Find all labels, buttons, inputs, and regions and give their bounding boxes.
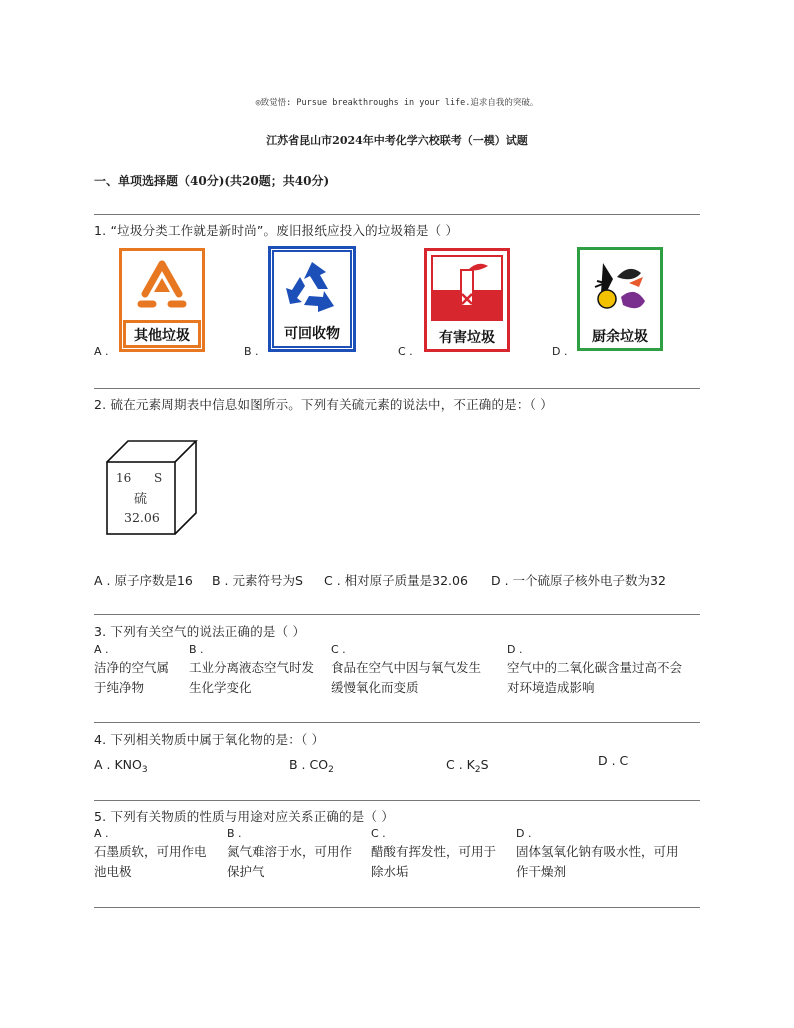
q4-option-c[interactable] [446, 757, 489, 775]
option-text-line: 于纯净物 [94, 680, 145, 695]
q1-option-a-label: 其他垃圾 [134, 328, 190, 344]
divider [94, 214, 700, 215]
divider [94, 800, 700, 801]
option-text: A . KNO [94, 757, 142, 772]
q1-option-d-letter: D . [552, 345, 568, 358]
q5-option-a[interactable] [94, 826, 229, 882]
option-letter: D . [516, 827, 532, 840]
option-text-line: 洁净的空气属 [94, 660, 170, 675]
option-letter: B . [189, 643, 204, 656]
subscript: 2 [474, 765, 481, 775]
page-title: 江苏省昆山市2024年中考化学六校联考（一模）试题 [266, 134, 528, 147]
q1-option-b-letter: B . [244, 345, 259, 358]
q4-option-b[interactable] [289, 757, 334, 775]
motto-text: ◎致觉悟: Pursue breakthroughs in your life.追求自我的突破。 [255, 98, 539, 108]
q1-option-d-label: 厨余垃圾 [592, 329, 648, 345]
option-text-line: 醋酸有挥发性，可用于 [371, 844, 497, 859]
question-4-stem: 4. 下列相关物质中属于氧化物的是：（ ） [94, 732, 325, 747]
option-text-line: 缓慢氧化而变质 [331, 680, 419, 695]
divider [94, 907, 700, 908]
q1-option-a-image[interactable] [119, 248, 205, 352]
q1-option-b-image[interactable] [268, 246, 354, 350]
q1-option-c-label: 有害垃圾 [439, 330, 495, 346]
question-5-stem: 5. 下列有关物质的性质与用途对应关系正确的是（ ） [94, 809, 395, 824]
option-letter: D . [507, 643, 523, 656]
option-text-line: 工业分离液态空气时发 [189, 660, 315, 675]
option-text-line: 保护气 [227, 864, 265, 879]
q4-option-a[interactable] [94, 757, 148, 775]
other-waste-bin-icon [119, 248, 205, 352]
q2-option-a[interactable]: A . 原子序数是16 [94, 573, 193, 588]
q1-option-c-image[interactable] [424, 248, 510, 352]
question-2-stem: 2. 硫在元素周期表中信息如图所示。下列有关硫元素的说法中，不正确的是：（ ） [94, 397, 553, 412]
q5-option-d[interactable] [516, 826, 706, 882]
q5-option-c[interactable] [371, 826, 516, 882]
subscript: 2 [328, 765, 334, 775]
option-text-suffix: S [480, 757, 489, 772]
atomic-mass: 32.06 [124, 510, 160, 525]
sulfur-element-cube [106, 440, 198, 536]
q2-option-c[interactable]: C . 相对原子质量是32.06 [324, 573, 468, 588]
question-3-stem: 3. 下列有关空气的说法正确的是（ ） [94, 624, 306, 639]
option-letter: A . [94, 827, 109, 840]
option-letter: B . [227, 827, 242, 840]
option-text-line: 食品在空气中因与氧气发生 [331, 660, 482, 675]
q1-option-b-label: 可回收物 [284, 326, 340, 342]
atomic-number: 16 [116, 471, 132, 485]
divider [94, 722, 700, 723]
option-text-line: 氮气难溶于水，可用作 [227, 844, 353, 859]
recyclable-bin-icon [268, 246, 356, 352]
option-text-line: 池电极 [94, 864, 132, 879]
kitchen-waste-bin-icon [577, 247, 663, 351]
q1-option-d-image[interactable] [577, 247, 663, 351]
q1-option-c-letter: C . [398, 345, 413, 358]
option-text: D . C [598, 753, 629, 768]
divider [94, 614, 700, 615]
option-text: B . CO [289, 757, 329, 772]
question-1-stem: 1. “垃圾分类工作就是新时尚”。废旧报纸应投入的垃圾箱是（ ） [94, 223, 459, 238]
q2-option-b[interactable]: B . 元素符号为S [212, 573, 303, 588]
q1-option-a-letter: A . [94, 345, 109, 358]
element-name: 硫 [134, 492, 148, 507]
option-text-line: 空气中的二氧化碳含量过高不会 [507, 660, 683, 675]
divider [94, 388, 700, 389]
option-letter: C . [331, 643, 346, 656]
option-text-line: 生化学变化 [189, 680, 252, 695]
q3-option-d[interactable] [507, 642, 702, 698]
q3-option-b[interactable] [189, 642, 334, 698]
q4-option-d[interactable] [598, 753, 628, 768]
option-text-line: 固体氢氧化钠有吸水性，可用 [516, 844, 679, 859]
element-symbol: S [154, 471, 163, 485]
option-text-line: 作干燥剂 [516, 864, 567, 879]
option-text-line: 除水垢 [371, 864, 409, 879]
section-heading: 一、单项选择题（40分)(共20题；共40分) [94, 174, 330, 188]
q3-option-c[interactable] [331, 642, 501, 698]
subscript: 3 [141, 765, 148, 775]
q2-option-d[interactable]: D . 一个硫原子核外电子数为32 [491, 573, 666, 588]
q5-option-b[interactable] [227, 826, 372, 882]
hazardous-waste-bin-icon [424, 248, 510, 352]
option-letter: C . [371, 827, 386, 840]
option-text: C . K [446, 757, 475, 772]
option-text-line: 对环境造成影响 [507, 680, 595, 695]
option-text-line: 石墨质软，可用作电 [94, 844, 207, 859]
option-letter: A . [94, 643, 109, 656]
